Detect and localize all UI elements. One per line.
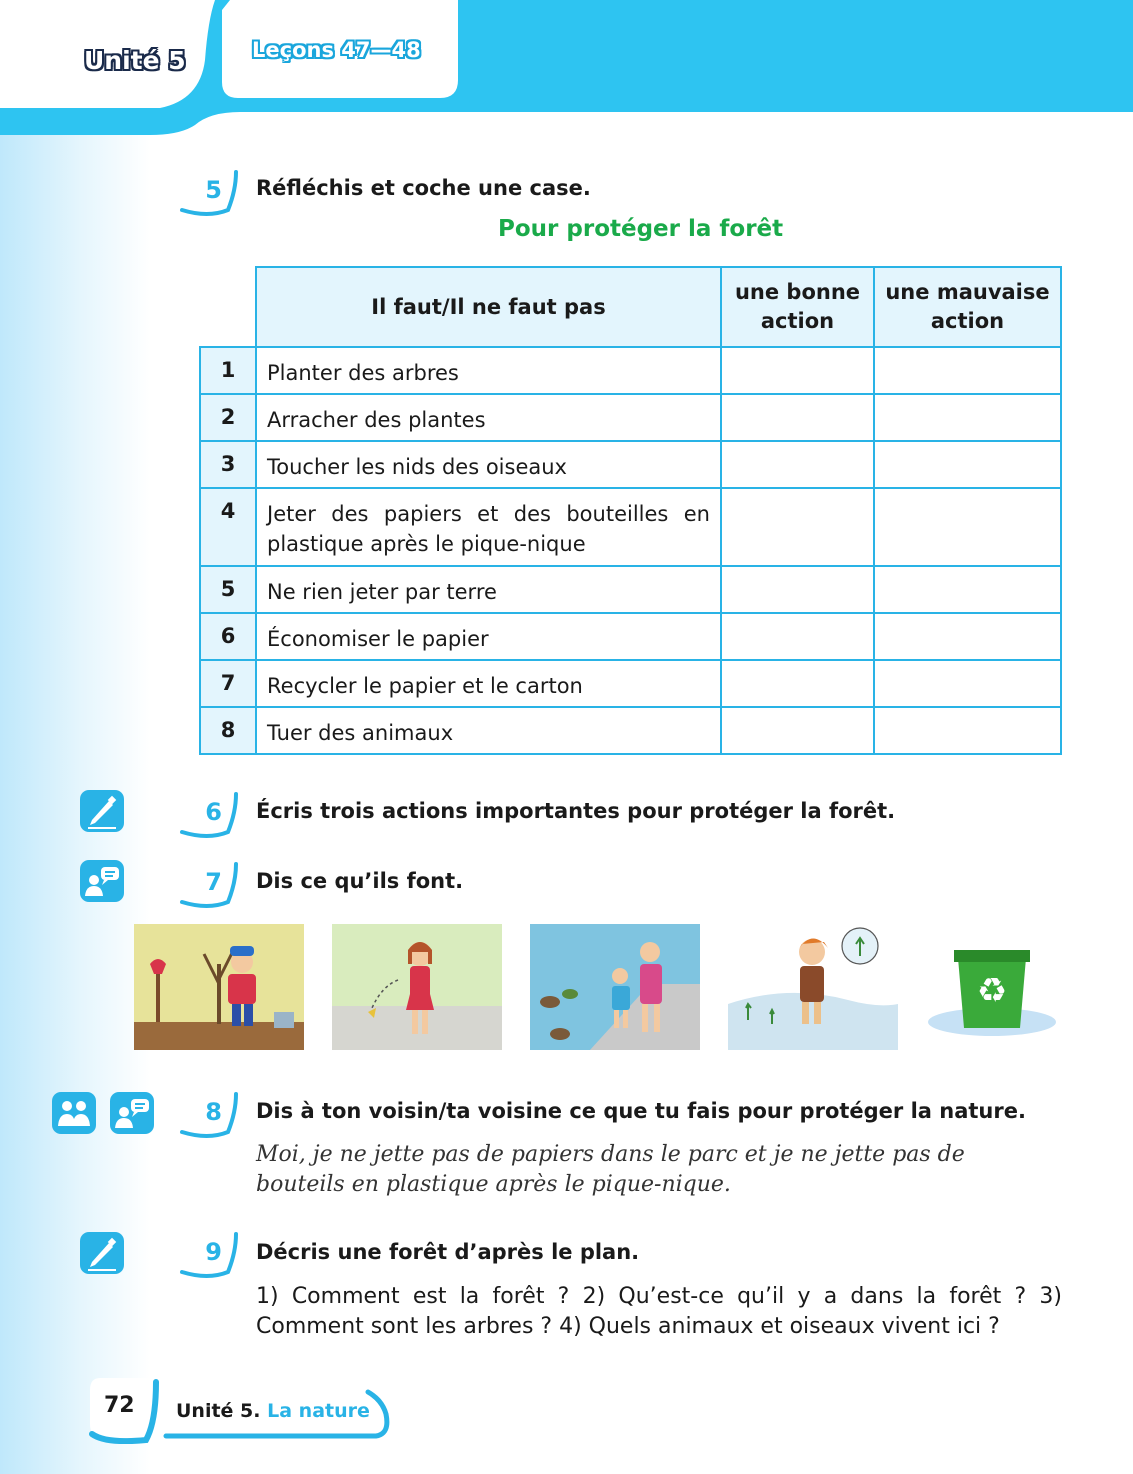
row-number: 8 — [200, 707, 256, 754]
good-checkbox-cell[interactable] — [721, 347, 874, 394]
row-text: Toucher les nids des oiseaux — [256, 441, 721, 488]
pair-icon — [50, 1090, 98, 1136]
table-row — [200, 613, 1061, 660]
table-row — [200, 566, 1061, 613]
good-checkbox-cell[interactable] — [721, 394, 874, 441]
row-text: Économiser le papier — [256, 613, 721, 660]
exercise-number-9: 9 — [178, 1232, 238, 1282]
page-number: 72 — [104, 1393, 135, 1418]
exercise5-instruction: Réfléchis et coche une case. — [256, 176, 591, 200]
recycle-bin-icon — [926, 924, 1060, 1050]
exercise6-instruction: Écris trois actions importantes pour protéger la forêt. — [256, 799, 896, 823]
exercise8-instruction: Dis à ton voisin/ta voisine ce que tu fais pour protéger la nature. — [256, 1099, 1026, 1123]
bad-checkbox-cell[interactable] — [874, 347, 1061, 394]
exercise-number-8: 8 — [178, 1092, 238, 1142]
exercise9-instruction: Décris une forêt d’après le plan. — [256, 1240, 640, 1264]
exercise-number-6: 6 — [178, 792, 238, 842]
table-row — [200, 347, 1061, 394]
exercise7-instruction: Dis ce qu’ils font. — [256, 869, 464, 893]
speech-icon — [78, 858, 126, 904]
speech-icon — [108, 1090, 156, 1136]
table-row — [200, 707, 1061, 754]
row-number: 2 — [200, 394, 256, 441]
unit-badge: Unité 5 — [84, 46, 186, 75]
header-bar — [440, 0, 1133, 112]
row-text: Ne rien jeter par terre — [256, 566, 721, 613]
row-number: 3 — [200, 441, 256, 488]
left-gradient-band — [0, 0, 150, 1474]
row-text: Planter des arbres — [256, 347, 721, 394]
bad-checkbox-cell[interactable] — [874, 660, 1061, 707]
exercise-number-5: 5 — [178, 170, 238, 220]
good-checkbox-cell[interactable] — [721, 707, 874, 754]
svg-text:♻: ♻ — [976, 971, 1008, 1011]
table-row — [200, 488, 1061, 566]
good-checkbox-cell[interactable] — [721, 441, 874, 488]
bad-checkbox-cell[interactable] — [874, 488, 1061, 566]
boy-planting-tree-illustration — [134, 924, 304, 1050]
girl-throwing-paper-illustration — [332, 924, 502, 1050]
column-header-action: Il faut/Il ne faut pas — [256, 267, 721, 347]
footer-unit-name: La nature — [267, 1400, 370, 1422]
table-row — [200, 441, 1061, 488]
pencil-icon — [78, 788, 126, 834]
table-header-row — [200, 267, 1061, 347]
good-checkbox-cell[interactable] — [721, 566, 874, 613]
lesson-badge: Leçons 47—48 — [252, 38, 421, 62]
footer-unit-title — [176, 1400, 370, 1422]
row-number: 6 — [200, 613, 256, 660]
good-checkbox-cell[interactable] — [721, 660, 874, 707]
family-feeding-ducks-illustration — [530, 924, 700, 1050]
exercise-number-7: 7 — [178, 862, 238, 912]
bad-checkbox-cell[interactable] — [874, 707, 1061, 754]
row-text: Arracher des plantes — [256, 394, 721, 441]
girl-picking-flowers-illustration — [728, 924, 898, 1050]
bad-checkbox-cell[interactable] — [874, 613, 1061, 660]
table-title: Pour protéger la forêt — [498, 216, 784, 242]
exercise8-example: Moi, je ne jette pas de papiers dans le parc et je ne jette pas de bouteils en plastique après le pique-nique. — [256, 1142, 965, 1197]
row-number: 5 — [200, 566, 256, 613]
actions-table — [199, 266, 1062, 755]
column-header-bad: une mauvaise action — [874, 267, 1061, 347]
good-checkbox-cell[interactable] — [721, 488, 874, 566]
empty-corner — [200, 267, 256, 347]
table-row — [200, 660, 1061, 707]
row-text: Jeter des papiers et des bouteilles en plastique après le pique-nique — [256, 488, 721, 566]
table-row — [200, 394, 1061, 441]
bad-checkbox-cell[interactable] — [874, 566, 1061, 613]
bad-checkbox-cell[interactable] — [874, 441, 1061, 488]
pencil-icon — [78, 1230, 126, 1276]
footer-unit-label: Unité 5. — [176, 1400, 261, 1422]
header-curve — [0, 0, 470, 140]
row-number: 7 — [200, 660, 256, 707]
row-number: 4 — [200, 488, 256, 566]
row-number: 1 — [200, 347, 256, 394]
exercise9-questions: 1) Comment est la forêt ? 2) Qu’est-ce qu’il y a dans la forêt ? 3) Comment sont les arbres ? 4) Quels animaux et oiseaux vivent ici ? — [256, 1284, 1062, 1339]
bad-checkbox-cell[interactable] — [874, 394, 1061, 441]
row-text: Tuer des animaux — [256, 707, 721, 754]
column-header-good: une bonne action — [721, 267, 874, 347]
row-text: Recycler le papier et le carton — [256, 660, 721, 707]
good-checkbox-cell[interactable] — [721, 613, 874, 660]
